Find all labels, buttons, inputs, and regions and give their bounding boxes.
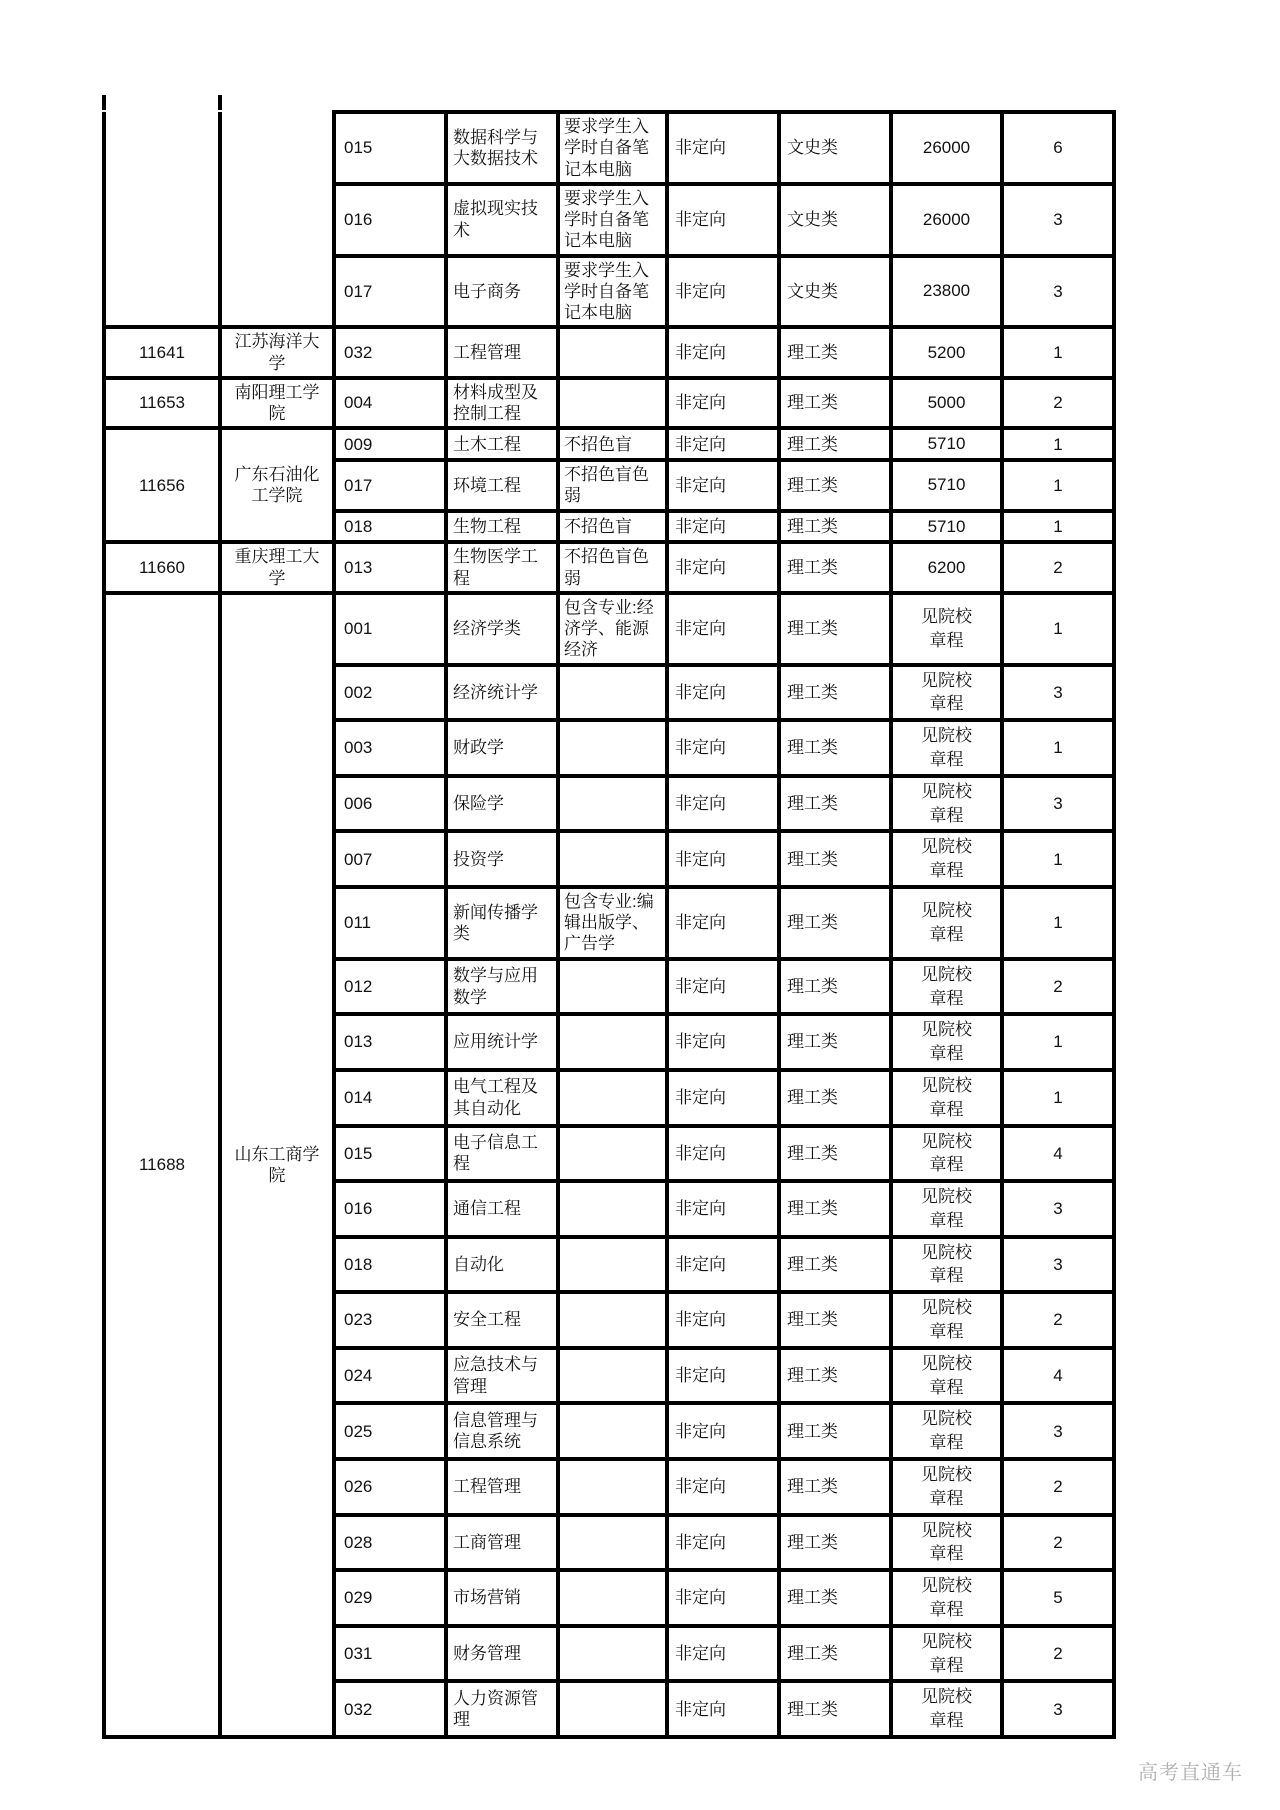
major-name-cell: 经济统计学 [446, 665, 558, 721]
count-cell: 1 [1002, 1014, 1114, 1070]
category-cell: 理工类 [779, 593, 891, 665]
tuition-value: 见院校章程 [921, 1131, 972, 1175]
note-cell: 要求学生入学时自备笔记本电脑 [558, 112, 667, 184]
category-cell: 理工类 [779, 1237, 891, 1293]
category-cell: 理工类 [779, 460, 891, 511]
tuition-cell [891, 1515, 1002, 1571]
major-code-cell: 016 [334, 1181, 446, 1237]
tuition-value: 见院校章程 [921, 1187, 972, 1230]
note-cell [558, 1070, 667, 1126]
major-name-cell: 材料成型及控制工程 [446, 378, 558, 429]
major-code-cell: 017 [334, 256, 446, 328]
count-cell: 2 [1002, 959, 1114, 1015]
major-code-cell: 006 [334, 776, 446, 832]
major-code-cell: 024 [334, 1348, 446, 1404]
tuition-cell [891, 720, 1002, 776]
college-name-cell: 广东石油化工学院 [220, 428, 334, 542]
major-name-cell: 自动化 [446, 1237, 558, 1293]
count-cell: 3 [1002, 776, 1114, 832]
count-cell: 3 [1002, 1403, 1114, 1459]
tuition-cell [891, 1348, 1002, 1404]
category-cell: 理工类 [779, 1681, 891, 1737]
count-cell: 3 [1002, 184, 1114, 256]
tuition-cell [891, 1681, 1002, 1737]
count-cell: 2 [1002, 1626, 1114, 1682]
count-cell: 1 [1002, 460, 1114, 511]
major-code-cell: 002 [334, 665, 446, 721]
tuition-value: 5200 [927, 342, 966, 362]
major-name-cell: 环境工程 [446, 460, 558, 511]
major-name-cell: 经济学类 [446, 593, 558, 665]
tuition-value: 见院校章程 [921, 964, 972, 1008]
tuition-value: 见院校章程 [921, 901, 972, 944]
category-cell: 理工类 [779, 1070, 891, 1126]
count-cell: 1 [1002, 327, 1114, 378]
tuition-cell [891, 1570, 1002, 1626]
major-name-cell: 工商管理 [446, 1515, 558, 1571]
count-cell: 1 [1002, 831, 1114, 887]
direction-cell: 非定向 [667, 1570, 779, 1626]
tuition-cell [891, 256, 1002, 328]
note-cell [558, 1403, 667, 1459]
tuition-value: 见院校章程 [921, 1576, 972, 1620]
direction-cell: 非定向 [667, 378, 779, 429]
plan-table-body [104, 112, 1114, 1737]
college-code-cell: 11653 [104, 378, 220, 429]
direction-cell: 非定向 [667, 1348, 779, 1404]
tuition-cell [891, 1070, 1002, 1126]
tuition-value: 见院校章程 [921, 1075, 972, 1119]
note-cell [558, 378, 667, 429]
major-code-cell: 023 [334, 1292, 446, 1348]
tuition-value: 见院校章程 [921, 1687, 972, 1731]
category-cell: 理工类 [779, 1570, 891, 1626]
major-name-cell: 保险学 [446, 776, 558, 832]
major-name-cell: 应急技术与管理 [446, 1348, 558, 1404]
tuition-value: 26000 [922, 209, 971, 229]
major-code-cell: 015 [334, 1126, 446, 1182]
category-cell: 理工类 [779, 1126, 891, 1182]
note-cell [558, 327, 667, 378]
category-cell: 理工类 [779, 1626, 891, 1682]
note-cell [558, 1459, 667, 1515]
note-cell [558, 1515, 667, 1571]
tuition-cell [891, 887, 1002, 959]
note-cell [558, 1626, 667, 1682]
tuition-cell [891, 428, 1002, 460]
note-cell: 包含专业:编辑出版学、广告学 [558, 887, 667, 959]
note-cell: 包含专业:经济学、能源经济 [558, 593, 667, 665]
major-code-cell: 025 [334, 1403, 446, 1459]
major-name-cell: 通信工程 [446, 1181, 558, 1237]
tuition-value: 6200 [927, 557, 966, 577]
direction-cell: 非定向 [667, 1515, 779, 1571]
count-cell: 1 [1002, 887, 1114, 959]
table-row [104, 327, 1114, 378]
major-code-cell: 003 [334, 720, 446, 776]
count-cell: 3 [1002, 1181, 1114, 1237]
major-name-cell: 数据科学与大数据技术 [446, 112, 558, 184]
category-cell: 理工类 [779, 1515, 891, 1571]
tuition-value: 见院校章程 [921, 726, 972, 769]
table-row [104, 542, 1114, 593]
category-cell: 理工类 [779, 887, 891, 959]
tuition-value: 5000 [927, 393, 966, 413]
tuition-value: 5710 [927, 516, 966, 536]
note-cell [558, 1126, 667, 1182]
college-code-cell: 11688 [104, 593, 220, 1737]
category-cell: 理工类 [779, 831, 891, 887]
tuition-value: 5710 [927, 434, 966, 454]
count-cell: 1 [1002, 1070, 1114, 1126]
major-code-cell: 018 [334, 1237, 446, 1293]
category-cell: 文史类 [779, 184, 891, 256]
college-code-cell: 11656 [104, 428, 220, 542]
count-cell: 4 [1002, 1126, 1114, 1182]
table-row [104, 112, 1114, 184]
college-name-cell: 重庆理工大学 [220, 542, 334, 593]
major-name-cell: 应用统计学 [446, 1014, 558, 1070]
major-code-cell: 032 [334, 327, 446, 378]
tuition-value: 23800 [922, 281, 971, 301]
tuition-value: 见院校章程 [921, 1298, 972, 1342]
count-cell: 3 [1002, 1237, 1114, 1293]
table-top-border-stub-col2 [218, 95, 222, 110]
note-cell: 不招色盲色弱 [558, 542, 667, 593]
note-cell [558, 1237, 667, 1293]
note-cell [558, 831, 667, 887]
major-name-cell: 电子商务 [446, 256, 558, 328]
major-code-cell: 001 [334, 593, 446, 665]
major-code-cell: 004 [334, 378, 446, 429]
tuition-value: 见院校章程 [921, 1465, 972, 1508]
direction-cell: 非定向 [667, 665, 779, 721]
category-cell: 理工类 [779, 1348, 891, 1404]
direction-cell: 非定向 [667, 428, 779, 460]
major-name-cell: 生物医学工程 [446, 542, 558, 593]
note-cell [558, 1570, 667, 1626]
tuition-value: 见院校章程 [921, 1520, 972, 1564]
tuition-value: 见院校章程 [921, 1353, 972, 1397]
direction-cell: 非定向 [667, 831, 779, 887]
note-cell [558, 665, 667, 721]
note-cell: 要求学生入学时自备笔记本电脑 [558, 256, 667, 328]
major-code-cell: 032 [334, 1681, 446, 1737]
major-code-cell: 026 [334, 1459, 446, 1515]
tuition-cell [891, 1626, 1002, 1682]
category-cell: 理工类 [779, 428, 891, 460]
category-cell: 理工类 [779, 327, 891, 378]
tuition-cell [891, 831, 1002, 887]
major-name-cell: 虚拟现实技术 [446, 184, 558, 256]
major-code-cell: 012 [334, 959, 446, 1015]
major-name-cell: 工程管理 [446, 327, 558, 378]
major-name-cell: 工程管理 [446, 1459, 558, 1515]
direction-cell: 非定向 [667, 256, 779, 328]
count-cell: 1 [1002, 428, 1114, 460]
category-cell: 理工类 [779, 720, 891, 776]
tuition-cell [891, 460, 1002, 511]
tuition-cell [891, 776, 1002, 832]
tuition-value: 见院校章程 [921, 606, 972, 650]
major-name-cell: 新闻传播学类 [446, 887, 558, 959]
tuition-cell [891, 665, 1002, 721]
count-cell: 3 [1002, 1681, 1114, 1737]
count-cell: 1 [1002, 511, 1114, 543]
major-code-cell: 009 [334, 428, 446, 460]
note-cell: 不招色盲色弱 [558, 460, 667, 511]
category-cell: 理工类 [779, 959, 891, 1015]
college-code-cell [104, 112, 220, 327]
count-cell: 5 [1002, 1570, 1114, 1626]
tuition-cell [891, 327, 1002, 378]
category-cell: 理工类 [779, 511, 891, 543]
direction-cell: 非定向 [667, 776, 779, 832]
direction-cell: 非定向 [667, 1237, 779, 1293]
college-name-cell: 江苏海洋大学 [220, 327, 334, 378]
direction-cell: 非定向 [667, 1126, 779, 1182]
note-cell [558, 1181, 667, 1237]
category-cell: 理工类 [779, 665, 891, 721]
tuition-cell [891, 1181, 1002, 1237]
tuition-cell [891, 184, 1002, 256]
count-cell: 2 [1002, 1292, 1114, 1348]
direction-cell: 非定向 [667, 593, 779, 665]
tuition-cell [891, 1014, 1002, 1070]
major-name-cell: 电子信息工程 [446, 1126, 558, 1182]
tuition-cell [891, 112, 1002, 184]
major-name-cell: 电气工程及其自动化 [446, 1070, 558, 1126]
category-cell: 理工类 [779, 776, 891, 832]
major-code-cell: 017 [334, 460, 446, 511]
category-cell: 理工类 [779, 1403, 891, 1459]
table-row [104, 593, 1114, 665]
direction-cell: 非定向 [667, 1014, 779, 1070]
major-code-cell: 007 [334, 831, 446, 887]
tuition-cell [891, 378, 1002, 429]
tuition-value: 见院校章程 [921, 837, 972, 881]
direction-cell: 非定向 [667, 720, 779, 776]
tuition-cell [891, 1459, 1002, 1515]
tuition-value: 26000 [922, 137, 971, 157]
category-cell: 理工类 [779, 1292, 891, 1348]
category-cell: 理工类 [779, 1459, 891, 1515]
note-cell [558, 1014, 667, 1070]
note-cell [558, 720, 667, 776]
tuition-value: 见院校章程 [921, 1242, 972, 1286]
major-code-cell: 014 [334, 1070, 446, 1126]
tuition-value: 见院校章程 [921, 670, 972, 714]
note-cell [558, 1292, 667, 1348]
major-name-cell: 土木工程 [446, 428, 558, 460]
major-name-cell: 市场营销 [446, 1570, 558, 1626]
count-cell: 1 [1002, 720, 1114, 776]
major-name-cell: 生物工程 [446, 511, 558, 543]
direction-cell: 非定向 [667, 1292, 779, 1348]
category-cell: 理工类 [779, 378, 891, 429]
tuition-cell [891, 959, 1002, 1015]
count-cell: 2 [1002, 1515, 1114, 1571]
major-code-cell: 016 [334, 184, 446, 256]
direction-cell: 非定向 [667, 112, 779, 184]
direction-cell: 非定向 [667, 1459, 779, 1515]
major-code-cell: 015 [334, 112, 446, 184]
count-cell: 2 [1002, 542, 1114, 593]
category-cell: 文史类 [779, 112, 891, 184]
direction-cell: 非定向 [667, 1181, 779, 1237]
note-cell [558, 1348, 667, 1404]
direction-cell: 非定向 [667, 460, 779, 511]
college-name-cell [220, 112, 334, 327]
tuition-value: 见院校章程 [921, 1631, 972, 1675]
major-name-cell: 数学与应用数学 [446, 959, 558, 1015]
category-cell: 理工类 [779, 1014, 891, 1070]
table-top-border-stub-left [102, 95, 106, 110]
direction-cell: 非定向 [667, 1681, 779, 1737]
count-cell: 3 [1002, 256, 1114, 328]
tuition-cell [891, 1237, 1002, 1293]
note-cell: 不招色盲 [558, 428, 667, 460]
category-cell: 文史类 [779, 256, 891, 328]
major-name-cell: 人力资源管理 [446, 1681, 558, 1737]
major-name-cell: 安全工程 [446, 1292, 558, 1348]
tuition-cell [891, 593, 1002, 665]
direction-cell: 非定向 [667, 327, 779, 378]
count-cell: 1 [1002, 593, 1114, 665]
major-name-cell: 信息管理与信息系统 [446, 1403, 558, 1459]
note-cell [558, 776, 667, 832]
major-code-cell: 018 [334, 511, 446, 543]
tuition-cell [891, 542, 1002, 593]
direction-cell: 非定向 [667, 1403, 779, 1459]
college-name-cell: 山东工商学院 [220, 593, 334, 1737]
note-cell: 要求学生入学时自备笔记本电脑 [558, 184, 667, 256]
tuition-value: 见院校章程 [921, 1409, 972, 1453]
note-cell: 不招色盲 [558, 511, 667, 543]
tuition-cell [891, 1126, 1002, 1182]
major-name-cell: 财务管理 [446, 1626, 558, 1682]
direction-cell: 非定向 [667, 887, 779, 959]
category-cell: 理工类 [779, 542, 891, 593]
major-code-cell: 031 [334, 1626, 446, 1682]
major-code-cell: 013 [334, 542, 446, 593]
direction-cell: 非定向 [667, 959, 779, 1015]
table-row [104, 378, 1114, 429]
major-code-cell: 028 [334, 1515, 446, 1571]
major-name-cell: 投资学 [446, 831, 558, 887]
major-code-cell: 011 [334, 887, 446, 959]
major-name-cell: 财政学 [446, 720, 558, 776]
direction-cell: 非定向 [667, 1070, 779, 1126]
tuition-cell [891, 1403, 1002, 1459]
tuition-value: 见院校章程 [921, 1020, 972, 1064]
watermark-text: 高考直通车 [1138, 1762, 1243, 1784]
count-cell: 4 [1002, 1348, 1114, 1404]
count-cell: 3 [1002, 665, 1114, 721]
table-row [104, 428, 1114, 460]
college-code-cell: 11660 [104, 542, 220, 593]
tuition-value: 见院校章程 [921, 781, 972, 825]
note-cell [558, 1681, 667, 1737]
college-code-cell: 11641 [104, 327, 220, 378]
count-cell: 2 [1002, 378, 1114, 429]
direction-cell: 非定向 [667, 184, 779, 256]
direction-cell: 非定向 [667, 1626, 779, 1682]
major-code-cell: 029 [334, 1570, 446, 1626]
tuition-value: 5710 [927, 475, 966, 495]
college-name-cell: 南阳理工学院 [220, 378, 334, 429]
direction-cell: 非定向 [667, 511, 779, 543]
direction-cell: 非定向 [667, 542, 779, 593]
tuition-cell [891, 1292, 1002, 1348]
major-code-cell: 013 [334, 1014, 446, 1070]
admission-plan-table [102, 110, 1116, 1739]
category-cell: 理工类 [779, 1181, 891, 1237]
tuition-cell [891, 511, 1002, 543]
count-cell: 2 [1002, 1459, 1114, 1515]
note-cell [558, 959, 667, 1015]
count-cell: 6 [1002, 112, 1114, 184]
